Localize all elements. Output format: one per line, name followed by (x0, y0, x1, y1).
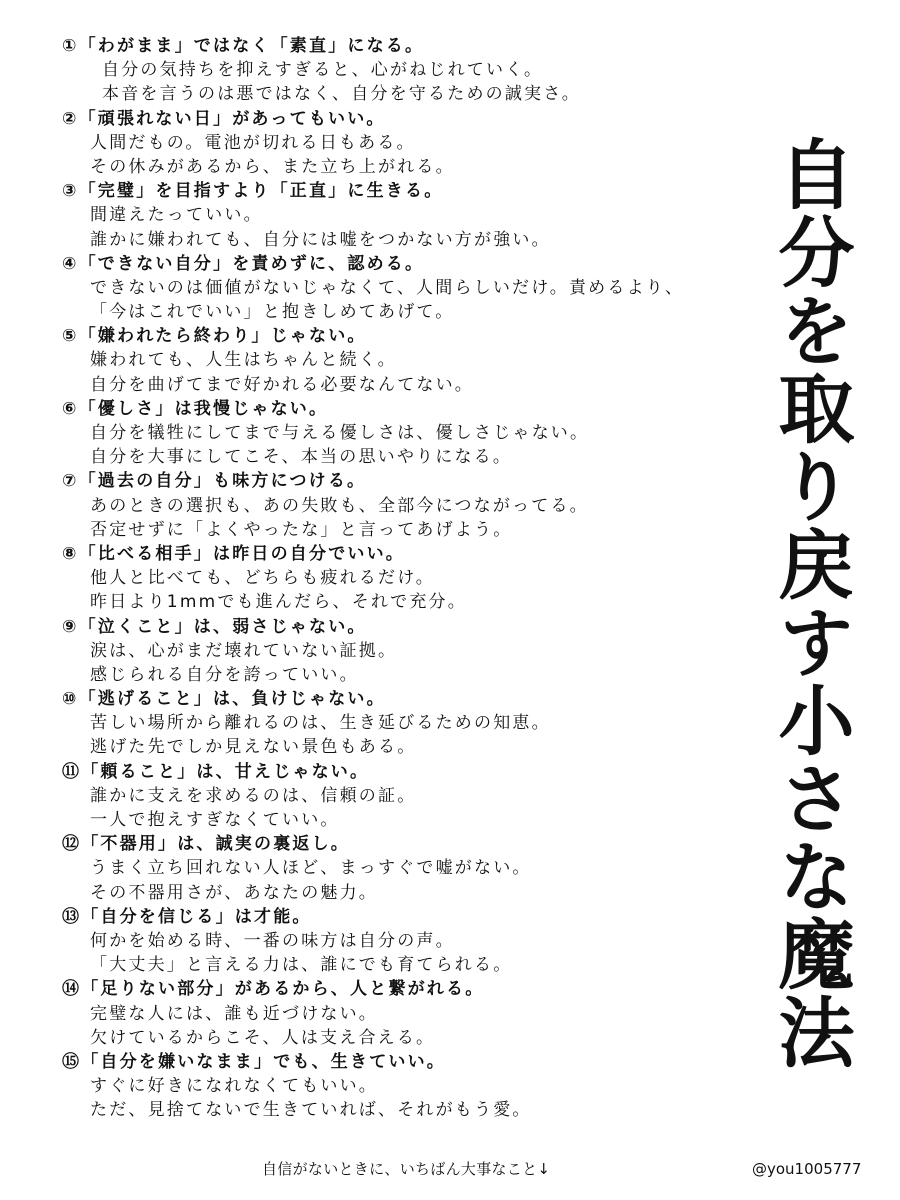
tip-line: 自分を大事にしてこそ、本当の思いやりになる。 (90, 447, 513, 468)
tip-heading: ③「完璧」を目指すより「正直」に生きる。 (62, 181, 444, 202)
tip-line: 自分を犠牲にしてまで与える優しさは、優しさじゃない。 (90, 423, 590, 443)
tip-heading: ②「頑張れない日」があってもいい。 (62, 108, 386, 129)
tip-line: 間違えたっていい。 (90, 205, 263, 226)
tip-line: 昨日より1mmでも進んだら、それで充分。 (90, 592, 467, 613)
tip-item-9 (62, 615, 762, 688)
tip-item-2 (62, 107, 762, 180)
tip-line: 苦しい場所から離れるのは、生き延びるための知恵。 (90, 713, 551, 734)
tip-line: 否定せずに「よくやったな」と言ってあげよう。 (90, 519, 513, 540)
tip-line: 誰かに嫌われても、自分には嘘をつかない方が強い。 (90, 229, 551, 250)
tip-line: その不器用さが、あなたの魅力。 (90, 882, 378, 903)
tip-line: 「大丈夫」と言える力は、誰にでも育てられる。 (90, 955, 513, 976)
footer-caption: 自信がないときに、いちばん大事なこと↓ (262, 1160, 551, 1178)
tip-line: 人間だもの。電池が切れる日もある。 (90, 132, 416, 153)
tip-line: 何かを始める時、一番の味方は自分の声。 (90, 930, 455, 951)
tip-item-11 (62, 760, 762, 833)
tip-heading: ①「わがまま」ではなく「素直」になる。 (62, 36, 425, 56)
tip-item-10 (62, 687, 762, 760)
tip-line: 自分の気持ちを抑えすぎると、心がねじれていく。 (102, 60, 544, 81)
vertical-title: 自分を取り戻す小さな魔法 (766, 135, 855, 1071)
tip-line: 涙は、心がまだ壊れていない証拠。 (90, 640, 398, 661)
tip-heading: ⑫「不器用」は、誠実の裏返し。 (62, 834, 350, 855)
tip-line: 感じられる自分を誇っていい。 (90, 664, 359, 685)
tip-item-15 (62, 1050, 762, 1123)
tip-item-5 (62, 324, 762, 397)
tip-item-12 (62, 832, 762, 905)
tip-line: 「今はこれでいい」と抱きしめてあげて。 (90, 302, 455, 323)
tip-heading: ⑤「嫌われたら終わり」じゃない。 (62, 326, 367, 347)
tip-line: 完璧な人には、誰も近づけない。 (90, 1003, 378, 1024)
tip-heading: ⑮「自分を嫌いなまま」でも、生きていい。 (62, 1051, 446, 1072)
tip-item-1 (62, 34, 762, 107)
tip-heading: ⑪「頼ること」は、甘えじゃない。 (62, 761, 370, 782)
author-handle[interactable]: @you1005777 (752, 1160, 862, 1178)
tip-line: 逃げた先でしか見えない景色もある。 (90, 737, 417, 758)
tip-heading: ⑬「自分を信じる」は才能。 (62, 906, 312, 927)
tip-item-14 (62, 977, 762, 1050)
tip-item-4 (62, 252, 762, 325)
tip-line: 誰かに支えを求めるのは、信頼の証。 (90, 785, 417, 806)
tip-line: 自分を曲げてまで好かれる必要なんてない。 (90, 374, 474, 395)
tip-item-8 (62, 542, 762, 615)
tip-line: 他人と比べても、どちらも疲れるだけ。 (90, 568, 435, 589)
tip-line: 欠けているからこそ、人は支え合える。 (90, 1027, 436, 1048)
tip-line: すぐに好きになれなくてもいい。 (90, 1076, 378, 1097)
tip-line: 一人で抱えすぎなくていい。 (90, 810, 340, 830)
tip-line: できないのは価値がないじゃなくて、人間らしいだけ。責めるより、 (90, 277, 685, 298)
tip-item-7 (62, 469, 762, 542)
tip-heading: ⑦「過去の自分」も味方につける。 (62, 471, 367, 492)
tip-item-3 (62, 179, 762, 252)
tip-line: ただ、見捨てないで生きていれば、それがもう愛。 (90, 1100, 532, 1121)
tip-line: あのときの選択も、あの失敗も、全部今につながってる。 (90, 495, 589, 516)
tips-list (62, 34, 762, 1122)
tip-line: その休みがあるから、また立ち上がれる。 (90, 156, 455, 177)
tip-line: 嫌われても、人生はちゃんと続く。 (90, 350, 397, 371)
tip-heading: ⑥「優しさ」は我慢じゃない。 (62, 398, 329, 419)
tip-heading: ⑨「泣くこと」は、弱さじゃない。 (62, 616, 367, 637)
tip-line: うまく立ち回れない人ほど、まっすぐで嘘がない。 (90, 858, 532, 879)
tip-heading: ④「できない自分」を責めずに、認める。 (62, 253, 425, 274)
tip-item-13 (62, 905, 762, 978)
tip-heading: ⑭「足りない部分」があるから、人と繋がれる。 (62, 979, 485, 1000)
tip-heading: ⑧「比べる相手」は昨日の自分でいい。 (62, 543, 405, 564)
tip-item-6 (62, 397, 762, 470)
tip-line: 本音を言うのは悪ではなく、自分を守るための誠実さ。 (102, 84, 581, 105)
tip-heading: ⑩「逃げること」は、負けじゃない。 (62, 689, 386, 710)
